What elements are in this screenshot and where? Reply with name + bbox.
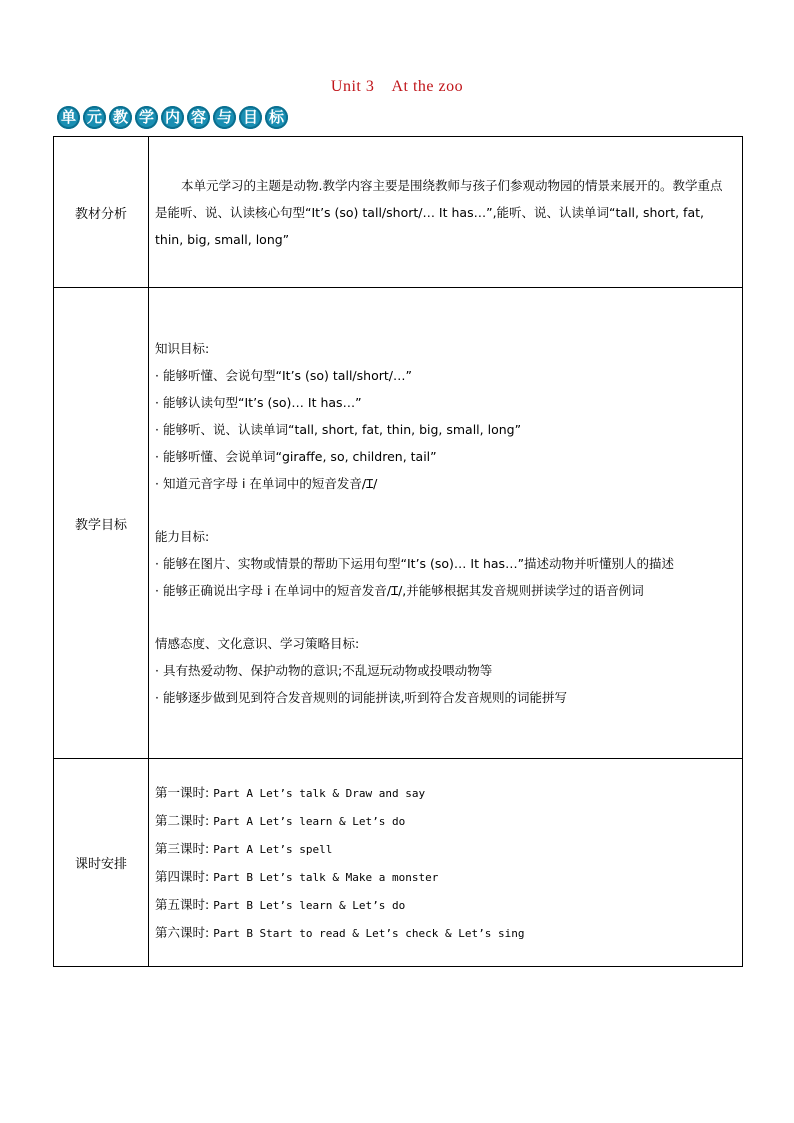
analysis-label: 教材分析 — [54, 137, 149, 288]
list-item: · 能够逐步做到见到符合发音规则的词能拼读,听到符合发音规则的词能拼写 — [155, 690, 567, 705]
list-item: · 能够听、说、认读单词“tall, short, fat, thin, big, small, long” — [155, 422, 522, 437]
section-banner — [57, 104, 291, 132]
banner-char: 目 — [239, 106, 262, 129]
spacer — [155, 604, 734, 630]
emotion-heading: 情感态度、文化意识、学习策略目标: — [155, 636, 360, 651]
list-item: · 能够听懂、会说句型“It’s (so) tall/short/…” — [155, 368, 412, 383]
list-item: · 具有热爱动物、保护动物的意识;不乱逗玩动物或投喂动物等 — [155, 663, 493, 678]
list-item: · 知道元音字母 i 在单词中的短音发音/Ɪ/ — [155, 476, 378, 491]
lesson-item: 第五课时: Part B Let’s learn & Let’s do — [155, 896, 406, 912]
page-title: Unit 3 At the zoo — [330, 78, 464, 95]
analysis-text: 本单元学习的主题是动物.教学内容主要是围绕教师与孩子们参观动物园的情景来展开的。教学重点是能听、说、认读核心句型“It’s (so) tall/short/… It has…”,能听、说、认读单词“tall, short, fat, thin, big, small, long” — [155, 177, 723, 247]
analysis-cell — [149, 137, 743, 288]
schedule-row — [54, 759, 743, 967]
list-item: · 能够正确说出字母 i 在单词中的短音发音/Ɪ/,并能够根据其发音规则拼读学过的语音例词 — [155, 583, 644, 598]
goals-row — [54, 288, 743, 759]
banner-char: 单 — [57, 106, 80, 129]
list-item: · 能够在图片、实物或情景的帮助下运用句型“It’s (so)… It has…”描述动物并听懂别人的描述 — [155, 556, 675, 571]
lesson-item: 第二课时: Part A Let’s learn & Let’s do — [155, 812, 406, 828]
analysis-row — [54, 137, 743, 288]
banner-char: 元 — [83, 106, 106, 129]
unit-plan-table — [53, 136, 743, 967]
schedule-cell — [149, 759, 743, 967]
knowledge-heading: 知识目标: — [155, 341, 210, 356]
lesson-item: 第三课时: Part A Let’s spell — [155, 840, 333, 856]
goals-cell — [149, 288, 743, 759]
banner-char: 容 — [187, 106, 210, 129]
banner-char: 学 — [135, 106, 158, 129]
banner-char: 教 — [109, 106, 132, 129]
banner-char: 标 — [265, 106, 288, 129]
ability-heading: 能力目标: — [155, 529, 210, 544]
schedule-label: 课时安排 — [54, 759, 149, 967]
goals-label: 教学目标 — [54, 288, 149, 759]
list-item: · 能够听懂、会说单词“giraffe, so, children, tail” — [155, 449, 437, 464]
lesson-item: 第四课时: Part B Let’s talk & Make a monster — [155, 868, 439, 884]
banner-char: 内 — [161, 106, 184, 129]
lesson-item: 第六课时: Part B Start to read & Let’s check & Let’s sing — [155, 924, 525, 940]
list-item: · 能够认读句型“It’s (so)… It has…” — [155, 395, 362, 410]
spacer — [155, 497, 734, 523]
lesson-item: 第一课时: Part A Let’s talk & Draw and say — [155, 784, 426, 800]
banner-char: 与 — [213, 106, 236, 129]
